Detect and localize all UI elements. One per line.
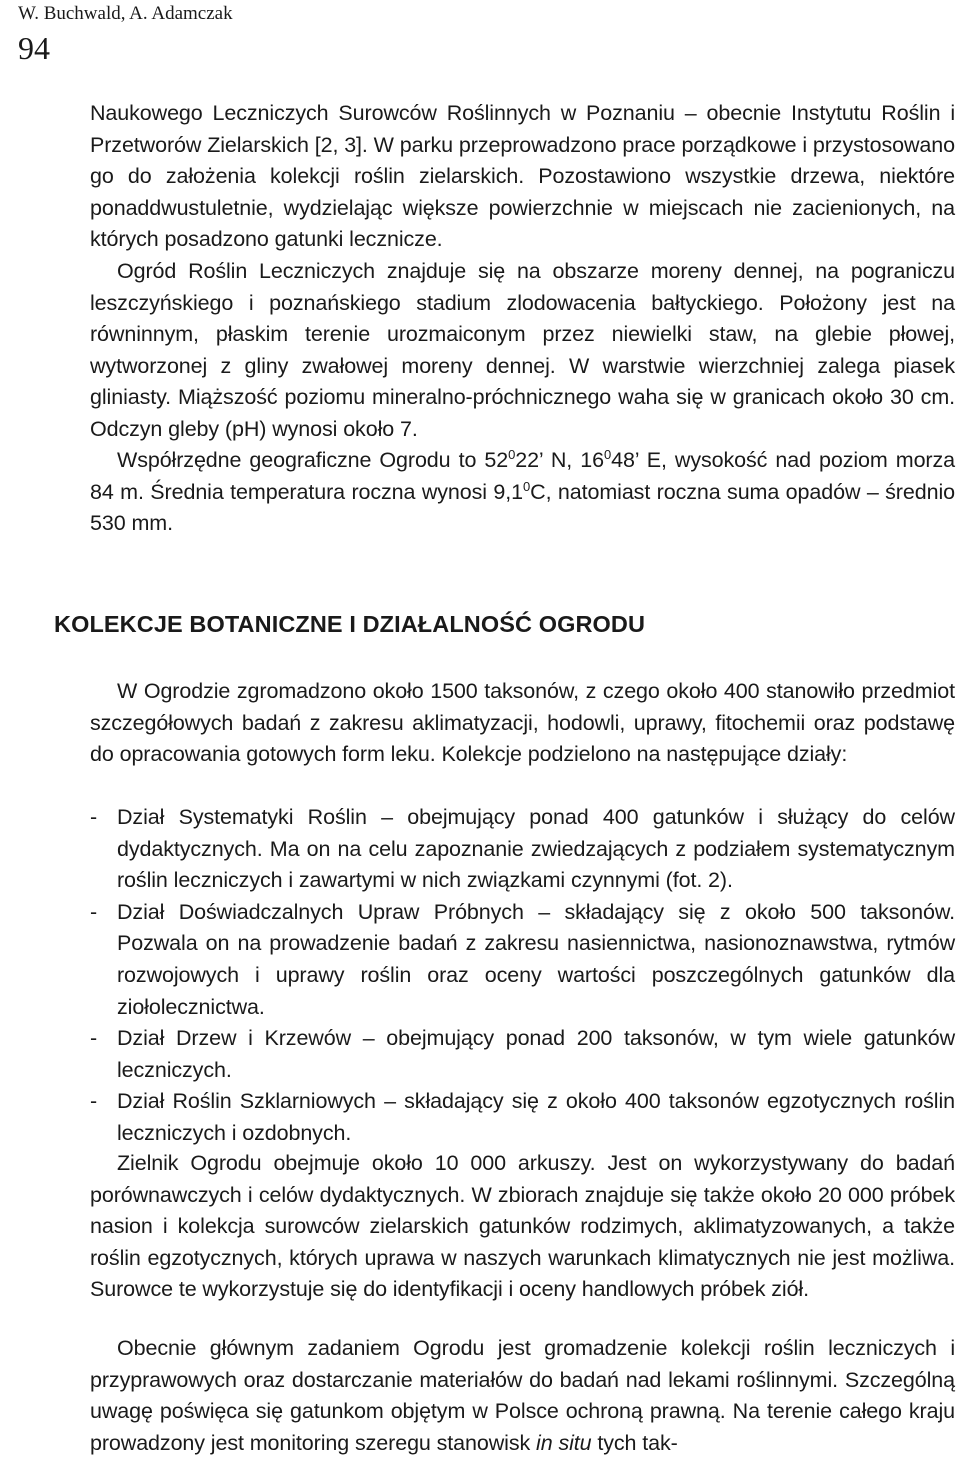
list-item-text: Dział Roślin Szklarniowych – składający się z około 400 taksonów egzotycznych roślin leczniczych i ozdobnych. — [117, 1089, 955, 1145]
paragraph-continuation: Naukowego Leczniczych Surowców Roślinnych w Poznaniu – obecnie Instytutu Roślin i Przetworów Zielarskich [2, 3]. W parku przeprowadzono prace porządkowe i przystosowano go do założenia kolekcji roślin zielarskich. Pozostawiono wszystkie drzewa, niektóre ponaddwustuletnie, wydzielając większe powierzchnie w miejscach nie zacienionych, na których posadzono gatunki lecznicze. — [90, 101, 955, 252]
collections-list — [90, 802, 955, 1150]
paragraph-garden-location: Ogród Roślin Leczniczych znajduje się na obszarze moreny dennej, na pograniczu leszczyńskiego i poznańskiego stadium zlodowacenia bałtyckiego. Położony jest na równinnym, płaskim terenie urozmaiconym przez niewielki staw, na glebie płowej, wytworzonej z gliny zwałowej moreny dennej. W warstwie wierzchniej zalega piasek gliniasty. Miąższość poziomu mineralno-próchnicznego waha się w granicach około 30 cm. Odczyn gleby (pH) wynosi około 7. — [90, 259, 955, 441]
running-head-authors: W. Buchwald, A. Adamczak — [18, 3, 233, 24]
main-task-text-b: tych tak- — [591, 1430, 678, 1455]
degree-sup-1: 0 — [508, 446, 516, 462]
list-item-text: Dział Doświadczalnych Upraw Próbnych – składający się z około 500 taksonów. Pozwala on na prowadzenie badań z zakresu nasiennictwa, nasionoznawstwa, rytmów rozwojowych i uprawy roślin oraz oceny wartości poszczególnych gatunków dla ziołolecznictwa. — [117, 899, 955, 1019]
list-dash: - — [90, 899, 98, 924]
paragraph-main-task — [90, 1333, 955, 1459]
in-situ-italic: in situ — [536, 1430, 592, 1455]
coordinates-text-c: 48’ E, wysokość nad poziom morza 84 m. Średnia temperatura roczna wynosi 9,1 — [90, 448, 955, 504]
paragraph-herbarium: Zielnik Ogrodu obejmuje około 10 000 arkuszy. Jest on wykorzystywany do badań porównawczych i celów dydaktycznych. W zbiorach znajduje się także około 20 000 próbek nasion i kolekcja surowców zielarskich gatunków rodzimych, aklimatyzowanych, a także roślin egzotycznych, których uprawa w naszych warunkach klimatycznych nie jest możliwa. Surowce te wykorzystuje się do identyfikacji i oceny handlowych próbek ziół. — [90, 1151, 955, 1302]
main-task-text-a: Obecnie głównym zadaniem Ogrodu jest gromadzenie kolekcji roślin leczniczych i przyprawowych oraz dostarczanie materiałów do badań nad lekami roślinnymi. Szczególną uwagę poświęca się gatunkom objętym w Polsce ochroną prawną. Na terenie całego kraju prowadzony jest monitoring szeregu stanowisk — [90, 1336, 955, 1455]
degree-sup-2: 0 — [603, 446, 612, 462]
coordinates-text-b: 22’ N, 16 — [515, 448, 604, 472]
degree-sup-3: 0 — [523, 478, 531, 494]
list-dash: - — [90, 1026, 98, 1051]
list-item — [90, 1086, 955, 1149]
page-number: 94 — [18, 30, 50, 66]
list-dash: - — [90, 805, 98, 829]
list-item — [90, 802, 955, 897]
list-item — [90, 1023, 955, 1086]
list-item-text: Dział Drzew i Krzewów – obejmujący ponad 200 taksonów, w tym wiele gatunków leczniczych. — [117, 1026, 955, 1082]
list-dash: - — [90, 1089, 98, 1114]
list-item — [90, 897, 955, 1023]
coordinates-text-a: Współrzędne geograficzne Ogrodu to 52 — [117, 448, 509, 472]
paragraph-coordinates — [90, 445, 955, 540]
coordinates-text-d: C, natomiast roczna suma opadów – średnio 530 mm. — [90, 479, 955, 536]
paragraph-collections-intro: W Ogrodzie zgromadzono około 1500 taksonów, z czego około 400 stanowiło przedmiot szczegółowych badań z zakresu aklimatyzacji, hodowli, uprawy, fitochemii oraz podstawę do opracowania gotowych form leku. Kolekcje podzielono na następujące działy: — [90, 679, 955, 767]
list-item-text: Dział Systematyki Roślin – obejmujący ponad 400 gatunków i służący do celów dydaktycznych. Ma on na celu zapoznanie zwiedzających z podziałem systematycznym roślin leczniczych i zawartymi w nich związkami czynnymi (fot. 2). — [117, 805, 955, 893]
section-heading: KOLEKCJE BOTANICZNE I DZIAŁALNOŚĆ OGRODU — [54, 611, 646, 637]
